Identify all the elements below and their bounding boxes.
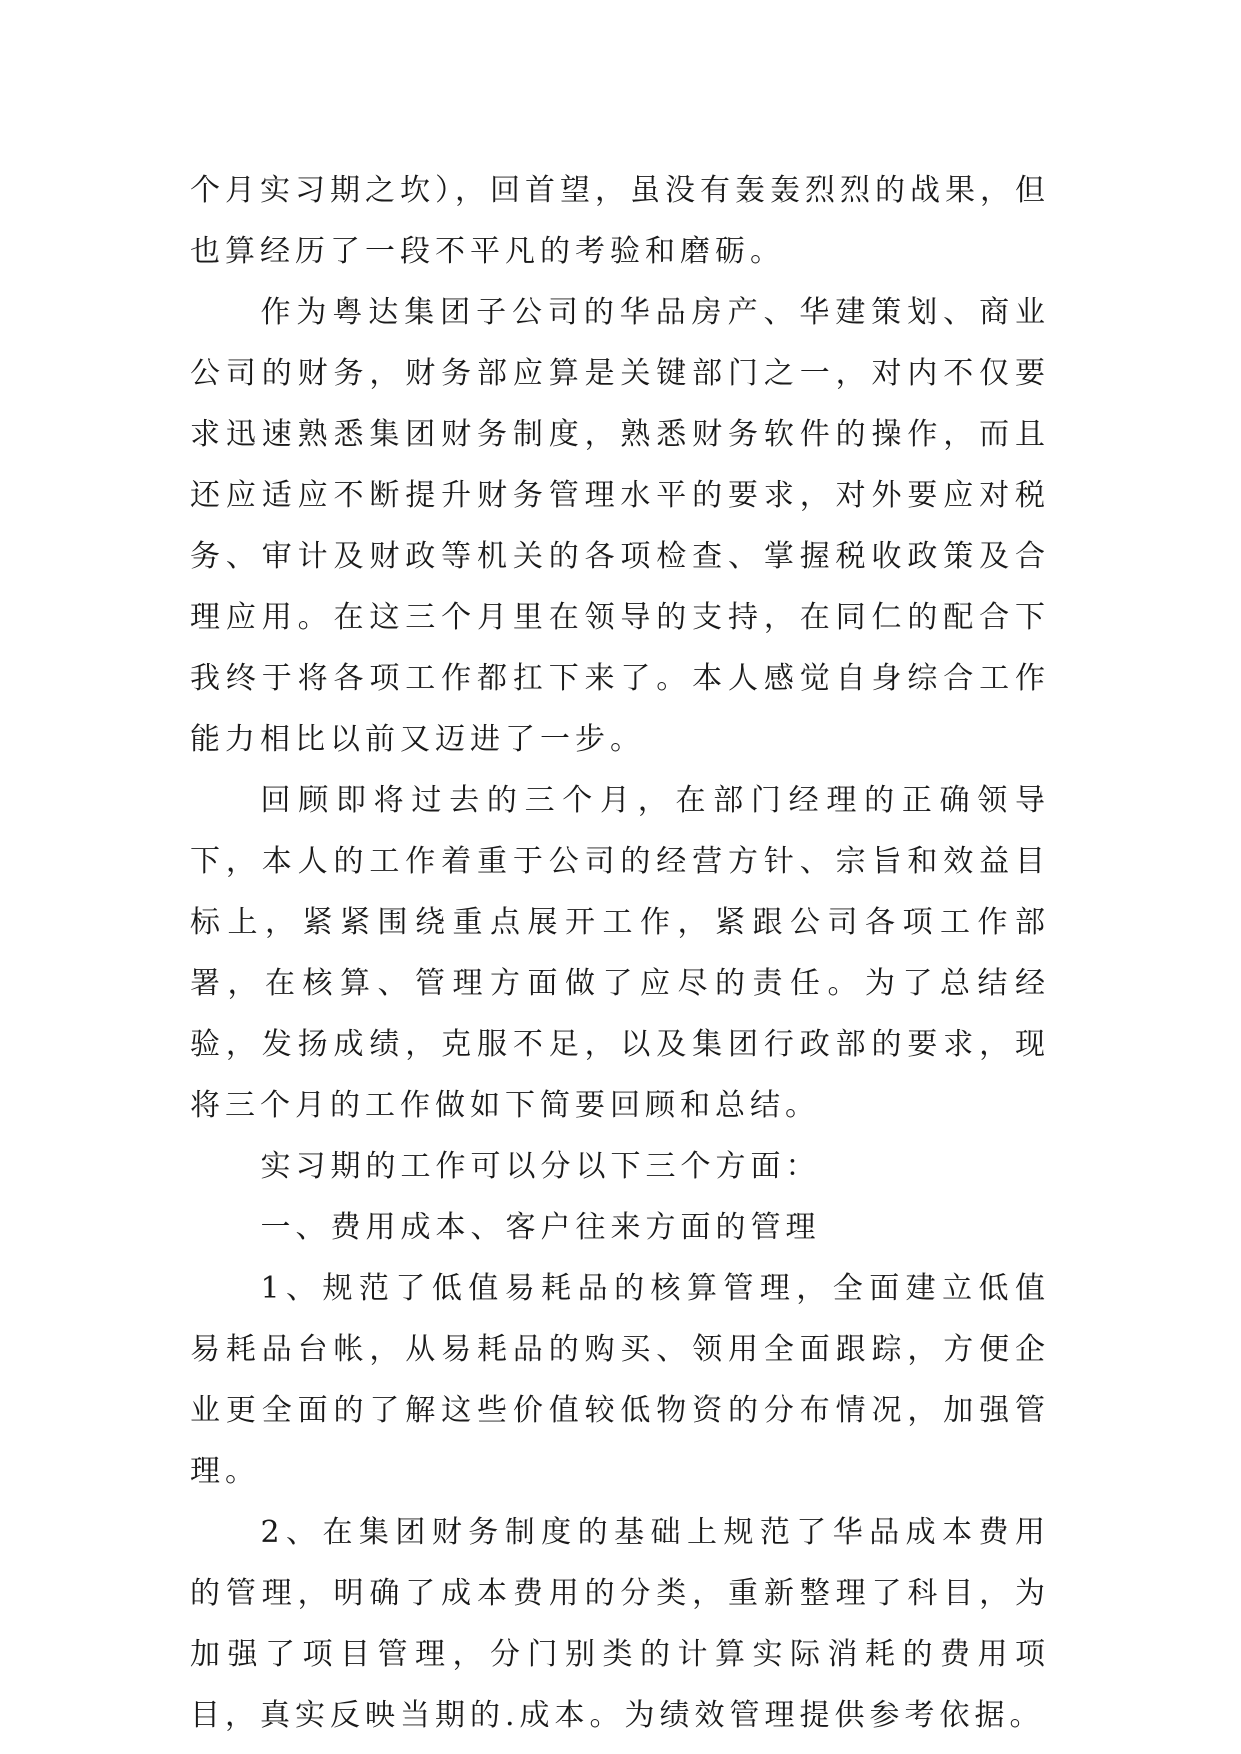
paragraph-work-aspects-intro: 实习期的工作可以分以下三个方面： [260,1149,821,1184]
paragraph-review: 回顾即将过去的三个月，在部门经理的正确领导下，本人的工作着重于公司的经营方针、宗旨和效益目标上，紧紧围绕重点展开工作，紧跟公司各项工作部署，在核算、管理方面做了应尽的责任。为了总结经验，发扬成绩，克服不足，以及集团行政部的要求，现将三个月的工作做如下简要回顾和总结。 [190,783,1050,1123]
paragraph-finance-role: 作为粤达集团子公司的华品房产、华建策划、商业公司的财务，财务部应算是关键部门之一，对内不仅要求迅速熟悉集团财务制度，熟悉财务软件的操作，而且还应适应不断提升财务管理水平的要求，对外要应对税务、审计及财政等机关的各项检查、掌握税收政策及合理应用。在这三个月里在领导的支持，在同仁的配合下我终于将各项工作都扛下来了。本人感觉自身综合工作能力相比以前又迈进了一步。 [190,295,1050,757]
paragraph-item-1: 1、规范了低值易耗品的核算管理，全面建立低值易耗品台帐，从易耗品的购买、领用全面跟踪，方便企业更全面的了解这些价值较低物资的分布情况，加强管理。 [190,1271,1050,1489]
paragraph-item-2: 2、在集团财务制度的基础上规范了华品成本费用的管理，明确了成本费用的分类，重新整理了科目，为加强了项目管理，分门别类的计算实际消耗的费用项目，真实反映当期的.成本。为绩效管理提供参考依据。 [190,1515,1050,1733]
document-page [190,160,1050,1746]
section-heading-cost-management: 一、费用成本、客户往来方面的管理 [260,1210,821,1245]
paragraph-continuation: 个月实习期之坎），回首望，虽没有轰轰烈烈的战果，但也算经历了一段不平凡的考验和磨砺。 [190,173,1050,269]
